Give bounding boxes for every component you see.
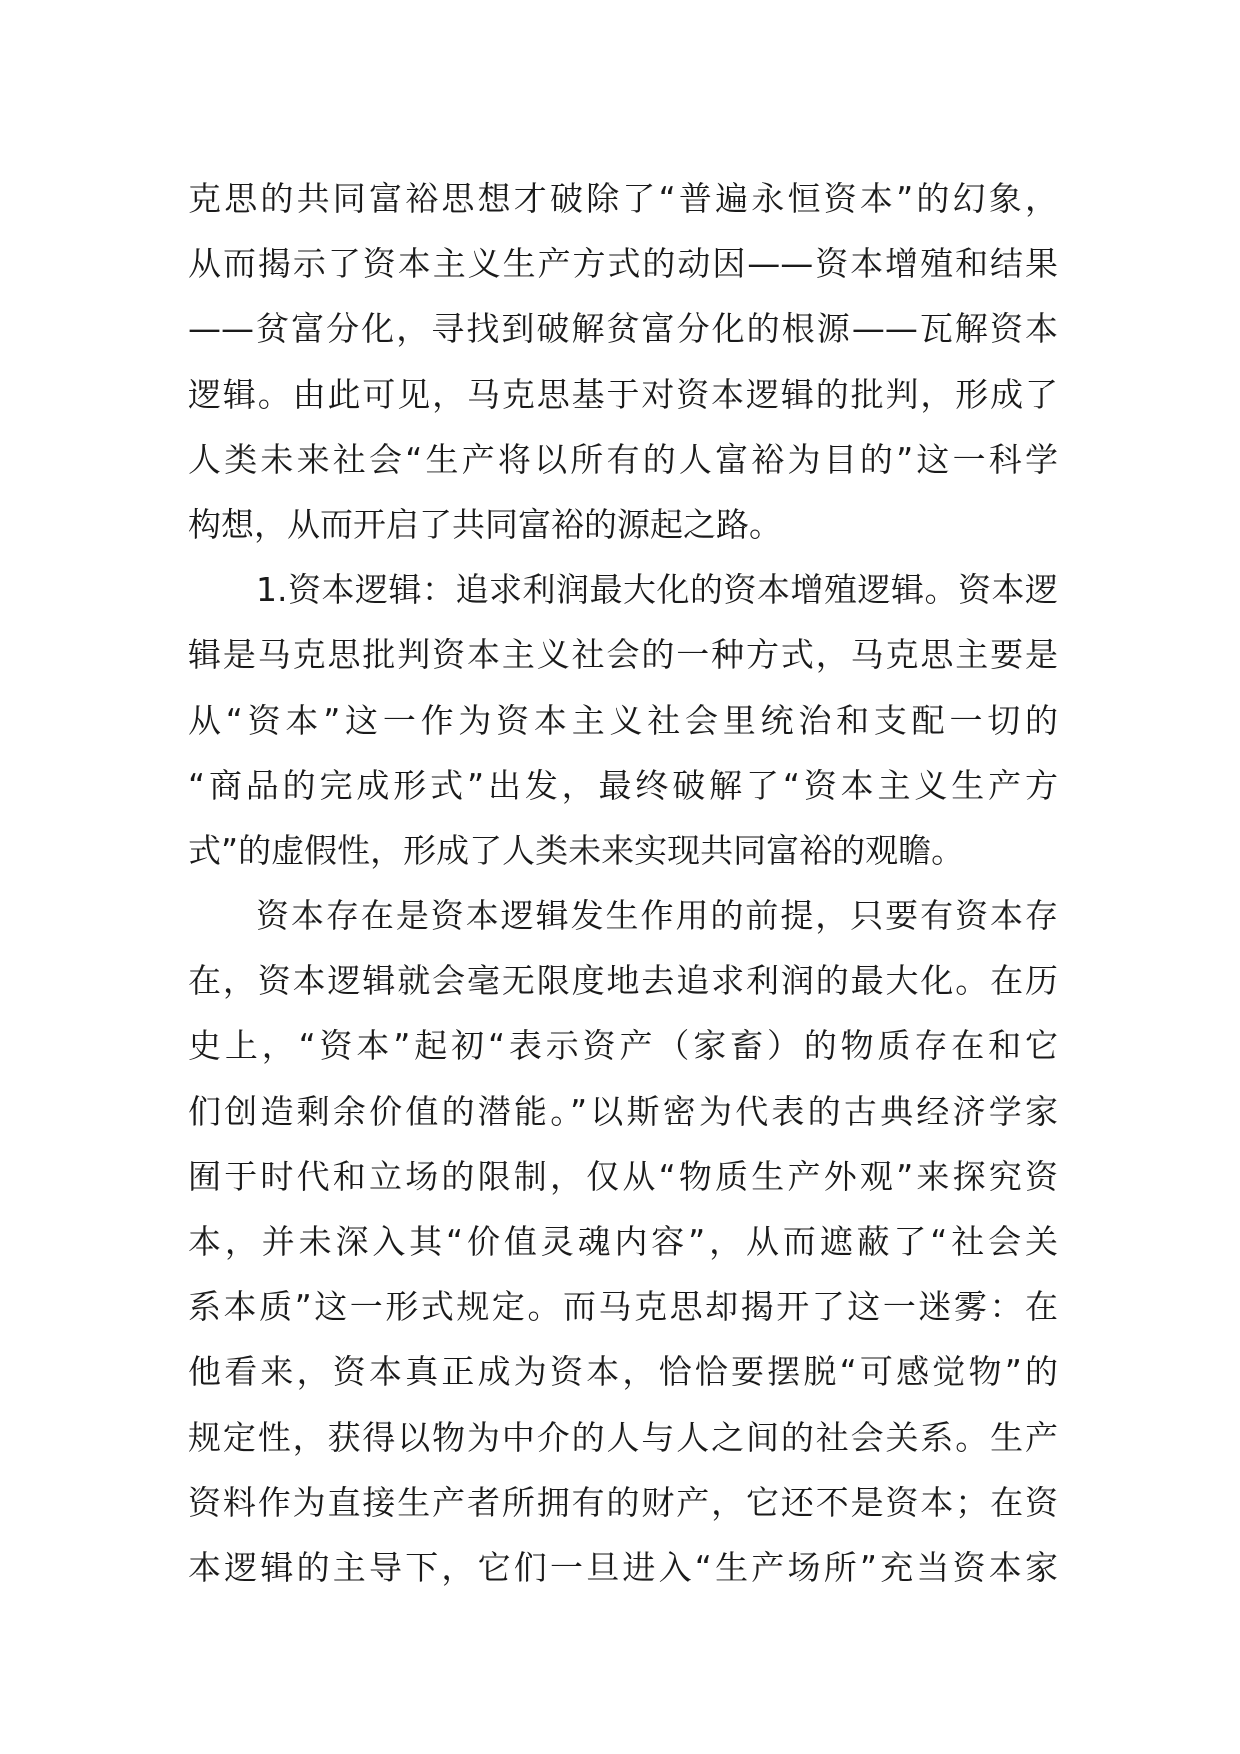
text-line: ——贫富分化，寻找到破解贫富分化的根源——瓦解资本 (188, 309, 1058, 349)
text-line: 系本质”这一形式规定。而马克思却揭开了这一迷雾：在 (188, 1287, 1058, 1327)
text-line: “商品的完成形式”出发，最终破解了“资本主义生产方 (188, 765, 1058, 805)
text-line: 辑是马克思批判资本主义社会的一种方式，马克思主要是 (188, 635, 1058, 675)
body-text (188, 166, 1058, 1600)
text-line: 规定性，获得以物为中介的人与人之间的社会关系。生产 (188, 1417, 1058, 1457)
text-line: 构想，从而开启了共同富裕的源起之路。 (188, 504, 782, 544)
text-line: 本，并未深入其“价值灵魂内容”，从而遮蔽了“社会关 (188, 1222, 1058, 1261)
text-line: 资料作为直接生产者所拥有的财产，它还不是资本；在资 (188, 1482, 1058, 1522)
text-line: 史上，“资本”起初“表示资产（家畜）的物质存在和它 (188, 1026, 1058, 1066)
text-line: 囿于时代和立场的限制，仅从“物质生产外观”来探究资 (188, 1156, 1058, 1196)
text-line: 资本存在是资本逻辑发生作用的前提，只要有资本存 (256, 896, 1058, 936)
text-line: 在，资本逻辑就会毫无限度地去追求利润的最大化。在历 (188, 961, 1058, 1001)
text-line: 们创造剩余价值的潜能。”以斯密为代表的古典经济学家 (188, 1091, 1058, 1131)
text-line: 从而揭示了资本主义生产方式的动因——资本增殖和结果 (188, 244, 1058, 284)
text-line: 式”的虚假性，形成了人类未来实现共同富裕的观瞻。 (188, 830, 965, 870)
text-line: 克思的共同富裕思想才破除了“普遍永恒资本”的幻象， (188, 179, 1058, 218)
text-line: 本逻辑的主导下，它们一旦进入“生产场所”充当资本家 (188, 1547, 1058, 1587)
text-line: 人类未来社会“生产将以所有的人富裕为目的”这一科学 (188, 439, 1058, 479)
text-line: 他看来，资本真正成为资本，恰恰要摆脱“可感觉物”的 (188, 1352, 1058, 1392)
text-line: 从“资本”这一作为资本主义社会里统治和支配一切的 (188, 700, 1058, 740)
text-line: 逻辑。由此可见，马克思基于对资本逻辑的批判，形成了 (188, 374, 1058, 414)
text-line: 1.资本逻辑：追求利润最大化的资本增殖逻辑。资本逻 (256, 570, 1058, 610)
